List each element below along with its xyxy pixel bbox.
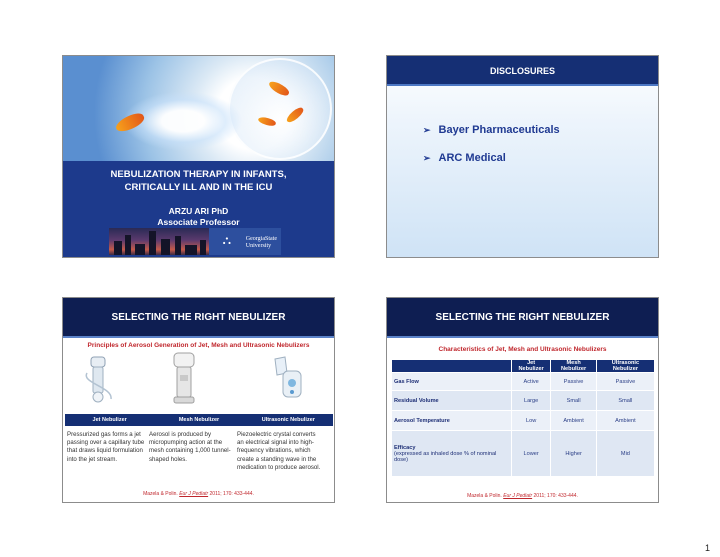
- slide-header: [387, 298, 658, 338]
- logo-line-1: GeorgiaState: [245, 236, 277, 242]
- ultrasonic-nebulizer-image: [271, 353, 311, 405]
- slide-title: DISCLOSURES: [489, 66, 555, 76]
- nebulizer-characteristics-slide: [386, 297, 659, 503]
- column-jet: Jet Nebulizer: [92, 417, 127, 423]
- goldfish-photo: [63, 56, 334, 161]
- logo-line-2: University: [245, 243, 272, 249]
- table-row: Residual Volume Large Small Small: [392, 391, 655, 411]
- title-slide: [62, 55, 335, 258]
- table-header-row: Jet Nebulizer Mesh Nebulizer Ultrasonic Nebulizer: [392, 360, 655, 373]
- disclosure-item: [423, 152, 506, 164]
- author-name: ARZU ARI PhD: [168, 206, 229, 216]
- disclosure-text: ARC Medical: [438, 152, 506, 164]
- arrow-bullet-icon: ➢: [423, 153, 431, 163]
- presentation-title: [63, 168, 334, 194]
- nebulizer-principles-slide: [62, 297, 335, 503]
- slide-title: SELECTING THE RIGHT NEBULIZER: [111, 312, 286, 323]
- jet-nebulizer-image: [83, 353, 115, 405]
- jet-description: Pressurized gas forms a jet passing over a capillary tube that draws liquid formulation into the jet stream.: [67, 431, 145, 463]
- author-block: [63, 206, 334, 228]
- table-row: Aerosol Temperature Low Ambient Ambient: [392, 411, 655, 431]
- page-number: 1: [705, 543, 711, 553]
- slide-title: SELECTING THE RIGHT NEBULIZER: [435, 312, 610, 323]
- disclosure-text: Bayer Pharmaceuticals: [438, 124, 560, 136]
- fishbowl-image: [228, 58, 332, 160]
- university-logo: [209, 228, 281, 255]
- citation: Mazela & Polin. Eur J Pediatr 2011; 170: 433-444.: [143, 491, 254, 497]
- table-row: Gas Flow Active Passive Passive: [392, 373, 655, 391]
- arrow-bullet-icon: ➢: [423, 125, 431, 135]
- ultrasonic-description: Piezoelectric crystal converts an electrical signal into high-frequency vibrations, which create a standing wave in the medication to produce aerosol.: [237, 431, 321, 471]
- university-logo-mark-icon: ⛬: [222, 233, 231, 247]
- city-skyline-image: [109, 228, 209, 255]
- mesh-description: Aerosol is produced by micropumping action at the mesh containing 1,000 tunnel-shaped holes.: [149, 431, 231, 463]
- disclosure-item: [423, 124, 560, 136]
- slide-subtitle: Principles of Aerosol Generation of Jet, Mesh and Ultrasonic Nebulizers: [87, 342, 310, 349]
- slide-header: [63, 298, 334, 338]
- slide-subtitle: Characteristics of Jet, Mesh and Ultrasonic Nebulizers: [438, 346, 607, 353]
- characteristics-table: [391, 359, 655, 477]
- title-line-1: NEBULIZATION THERAPY IN INFANTS,: [110, 169, 287, 180]
- nebulizer-type-header: [65, 414, 333, 426]
- column-ultrasonic: Ultrasonic Nebulizer: [261, 417, 315, 423]
- slide-header: [387, 56, 658, 86]
- author-role: Associate Professor: [157, 217, 240, 227]
- mesh-nebulizer-image: [168, 351, 200, 407]
- column-mesh: Mesh Nebulizer: [178, 417, 220, 423]
- disclosures-slide: [386, 55, 659, 258]
- title-line-2: CRITICALLY ILL AND IN THE ICU: [124, 182, 273, 193]
- table-row: Efficacy (expressed as inhaled dose % of nominal dose) Lower Higher Mid: [392, 431, 655, 477]
- citation: Mazela & Polin. Eur J Pediatr 2011; 170: 433-444.: [467, 493, 578, 499]
